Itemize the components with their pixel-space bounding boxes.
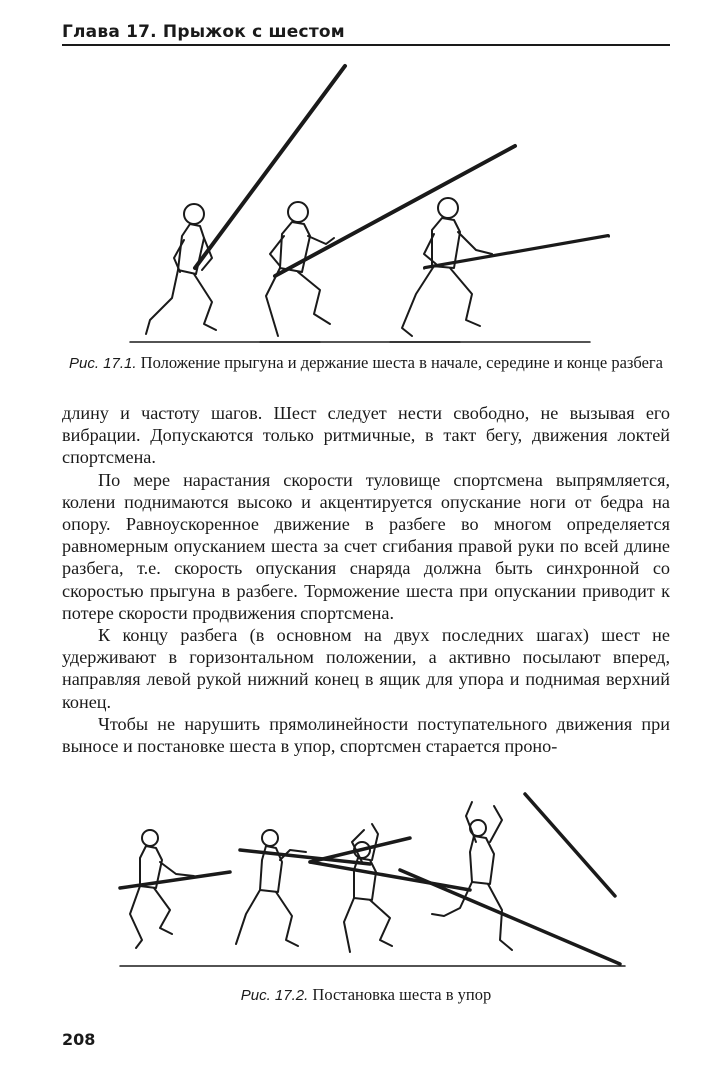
athlete-b [236,830,370,946]
athlete-1 [146,66,347,334]
athlete-2 [266,146,517,336]
figure-17-2-illustration [110,790,630,975]
figure-17-2-caption [62,984,670,1006]
figure-17-2-label: Рис. 17.2. [240,987,309,1004]
athlete-a [120,830,230,948]
figure-17-1-caption-text: Положение прыгуна и держание шеста в начале, середине и конце разбега [140,353,664,372]
figure-17-2-caption-text: Постановка шеста в упор [312,985,492,1004]
figure-17-1-illustration [120,58,620,348]
paragraph: К концу разбега (в основном на двух последних шагах) шест не удерживают в горизонтальном положении, а активно посылают вперед, направляя левой рукой нижний конец в ящик для упора и поднимая верхний конец. [62,625,670,712]
paragraph: длину и частоту шагов. Шест следует нести свободно, не вызывая его вибрации. Допускаются только ритмичные, в такт бегу, движения локтей спортсмена. [62,403,670,468]
header-rule [62,44,670,46]
page-number: 208 [62,1030,96,1049]
figure-17-1-caption [62,352,670,374]
figure-17-1-label: Рис. 17.1. [68,355,137,372]
athlete-d [400,794,620,964]
paragraph: Чтобы не нарушить прямолинейности поступательного движения при выносе и постановке шеста в упор, спортсмен старается проно- [62,713,670,757]
paragraph: По мере нарастания скорости туловище спортсмена выпрямляется, колени поднимаются высоко и акцентируется опускание ноги от бедра на опору. Равноускоренное движение в разбеге во многом определяется равномерным опусканием шеста за счет сгибания правой руки по всей длине разбега, т.е. скорость опускания снаряда должна быть синхронной со скоростью прыгуна в разбеге. Торможение шеста при опускании приводит к потере скорости продвижения спортсмена. [62,469,670,623]
athlete-3 [402,198,608,336]
running-head: Глава 17. Прыжок с шестом [62,22,345,42]
body-text [62,402,670,757]
